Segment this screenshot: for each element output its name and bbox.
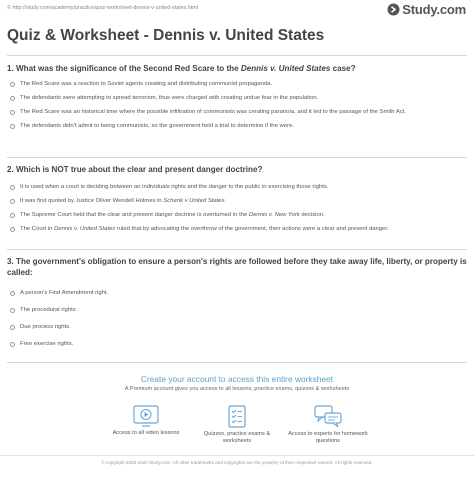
radio-icon[interactable]	[10, 199, 15, 204]
radio-icon[interactable]	[10, 213, 15, 218]
circle-chevron-icon	[387, 3, 400, 16]
answer-option[interactable]: The defendants were attempting to spread terrorism, thus were charged with creating undue fear in the population.	[10, 94, 470, 102]
experts-chat-icon	[314, 405, 342, 428]
cta-title[interactable]: Create your account to access this entire worksheet	[140, 374, 334, 384]
answer-list-2	[10, 183, 470, 233]
page-title: Quiz & Worksheet - Dennis v. United States	[7, 27, 325, 44]
signup-cta	[0, 374, 474, 392]
question-2: 2. Which is NOT true about the clear and present danger doctrine?	[7, 165, 263, 174]
answer-option[interactable]: The Red Scare was a reaction to Soviet agents creating and distributing communist propaganda.	[10, 80, 470, 88]
feature-quizzes	[192, 405, 282, 445]
radio-icon[interactable]	[10, 227, 15, 232]
video-play-icon	[133, 405, 159, 427]
page-url: © http://study.com/academy/practice/quiz-worksheet-dennis-v-united-states.html	[7, 5, 199, 11]
answer-option[interactable]: A person's First Amendment right.	[10, 289, 470, 297]
radio-icon[interactable]	[10, 96, 15, 101]
feature-label: Quizzes, practice exams & worksheets	[203, 431, 271, 444]
study-logo[interactable]	[387, 2, 466, 17]
answer-option[interactable]: The Court in Dennis v. United States ruled that by advocating the overthrow of the government, their actions were a clear and present danger.	[10, 225, 470, 233]
answer-option[interactable]: The Red Scare was an historical time where the possible infiltration of communists was creating paranoia, and it led to the passage of the Smith Act.	[10, 108, 470, 116]
feature-label: Access to experts for homework questions	[288, 431, 368, 444]
radio-icon[interactable]	[10, 185, 15, 190]
radio-icon[interactable]	[10, 291, 15, 296]
feature-experts	[283, 405, 373, 445]
question-1	[7, 63, 469, 74]
footer-copyright: © copyright 2003-2020 Study.com. All other trademarks and copyrights are the property of their respective owners. All rights reserved.	[101, 460, 373, 465]
divider	[7, 55, 467, 56]
footer-divider	[0, 455, 474, 456]
quiz-checklist-icon	[225, 405, 249, 428]
radio-icon[interactable]	[10, 82, 15, 87]
divider	[7, 157, 467, 158]
answer-option[interactable]: The procedural rights	[10, 306, 470, 314]
features-row	[0, 405, 474, 453]
radio-icon[interactable]	[10, 110, 15, 115]
cta-subtitle: A Premium account gives you access to all lessons, practice exams, quizzes & worksheets	[124, 386, 350, 392]
answer-option[interactable]: The Supreme Court held that the clear and present danger doctrine is overturned in the Dennis v. New York decision.	[10, 211, 470, 219]
answer-option[interactable]: It was first quoted by Justice Oliver Wendell Holmes in Schenk v United States.	[10, 197, 470, 205]
answer-option[interactable]: Due process rights.	[10, 323, 470, 331]
top-bar	[0, 0, 474, 20]
answer-option[interactable]: It is used when a court is deciding between an individuals rights and the danger to the public in exercising those rights.	[10, 183, 470, 191]
question-1-prefix: 1. What was the significance of the Second Red Scare to the	[7, 64, 241, 73]
radio-icon[interactable]	[10, 325, 15, 330]
answer-option[interactable]: Free exercise rights.	[10, 340, 470, 348]
question-1-suffix: case?	[330, 64, 356, 73]
question-3: 3. The government's obligation to ensure a person's rights are followed before they take away life, liberty, or property is called:	[7, 257, 467, 277]
answer-list-1	[10, 80, 470, 130]
answer-option[interactable]: The defendants didn't admit to being communists, so the government held a trial to determine if the were.	[10, 122, 470, 130]
divider	[7, 249, 467, 250]
answer-list-3	[10, 289, 470, 348]
logo-text: Study.com	[402, 2, 466, 17]
divider	[7, 362, 467, 363]
radio-icon[interactable]	[10, 308, 15, 313]
feature-video-lessons	[101, 405, 191, 437]
question-1-case: Dennis v. United States	[240, 64, 331, 73]
radio-icon[interactable]	[10, 342, 15, 347]
feature-label: Access to all video lessons	[112, 430, 180, 436]
radio-icon[interactable]	[10, 124, 15, 129]
